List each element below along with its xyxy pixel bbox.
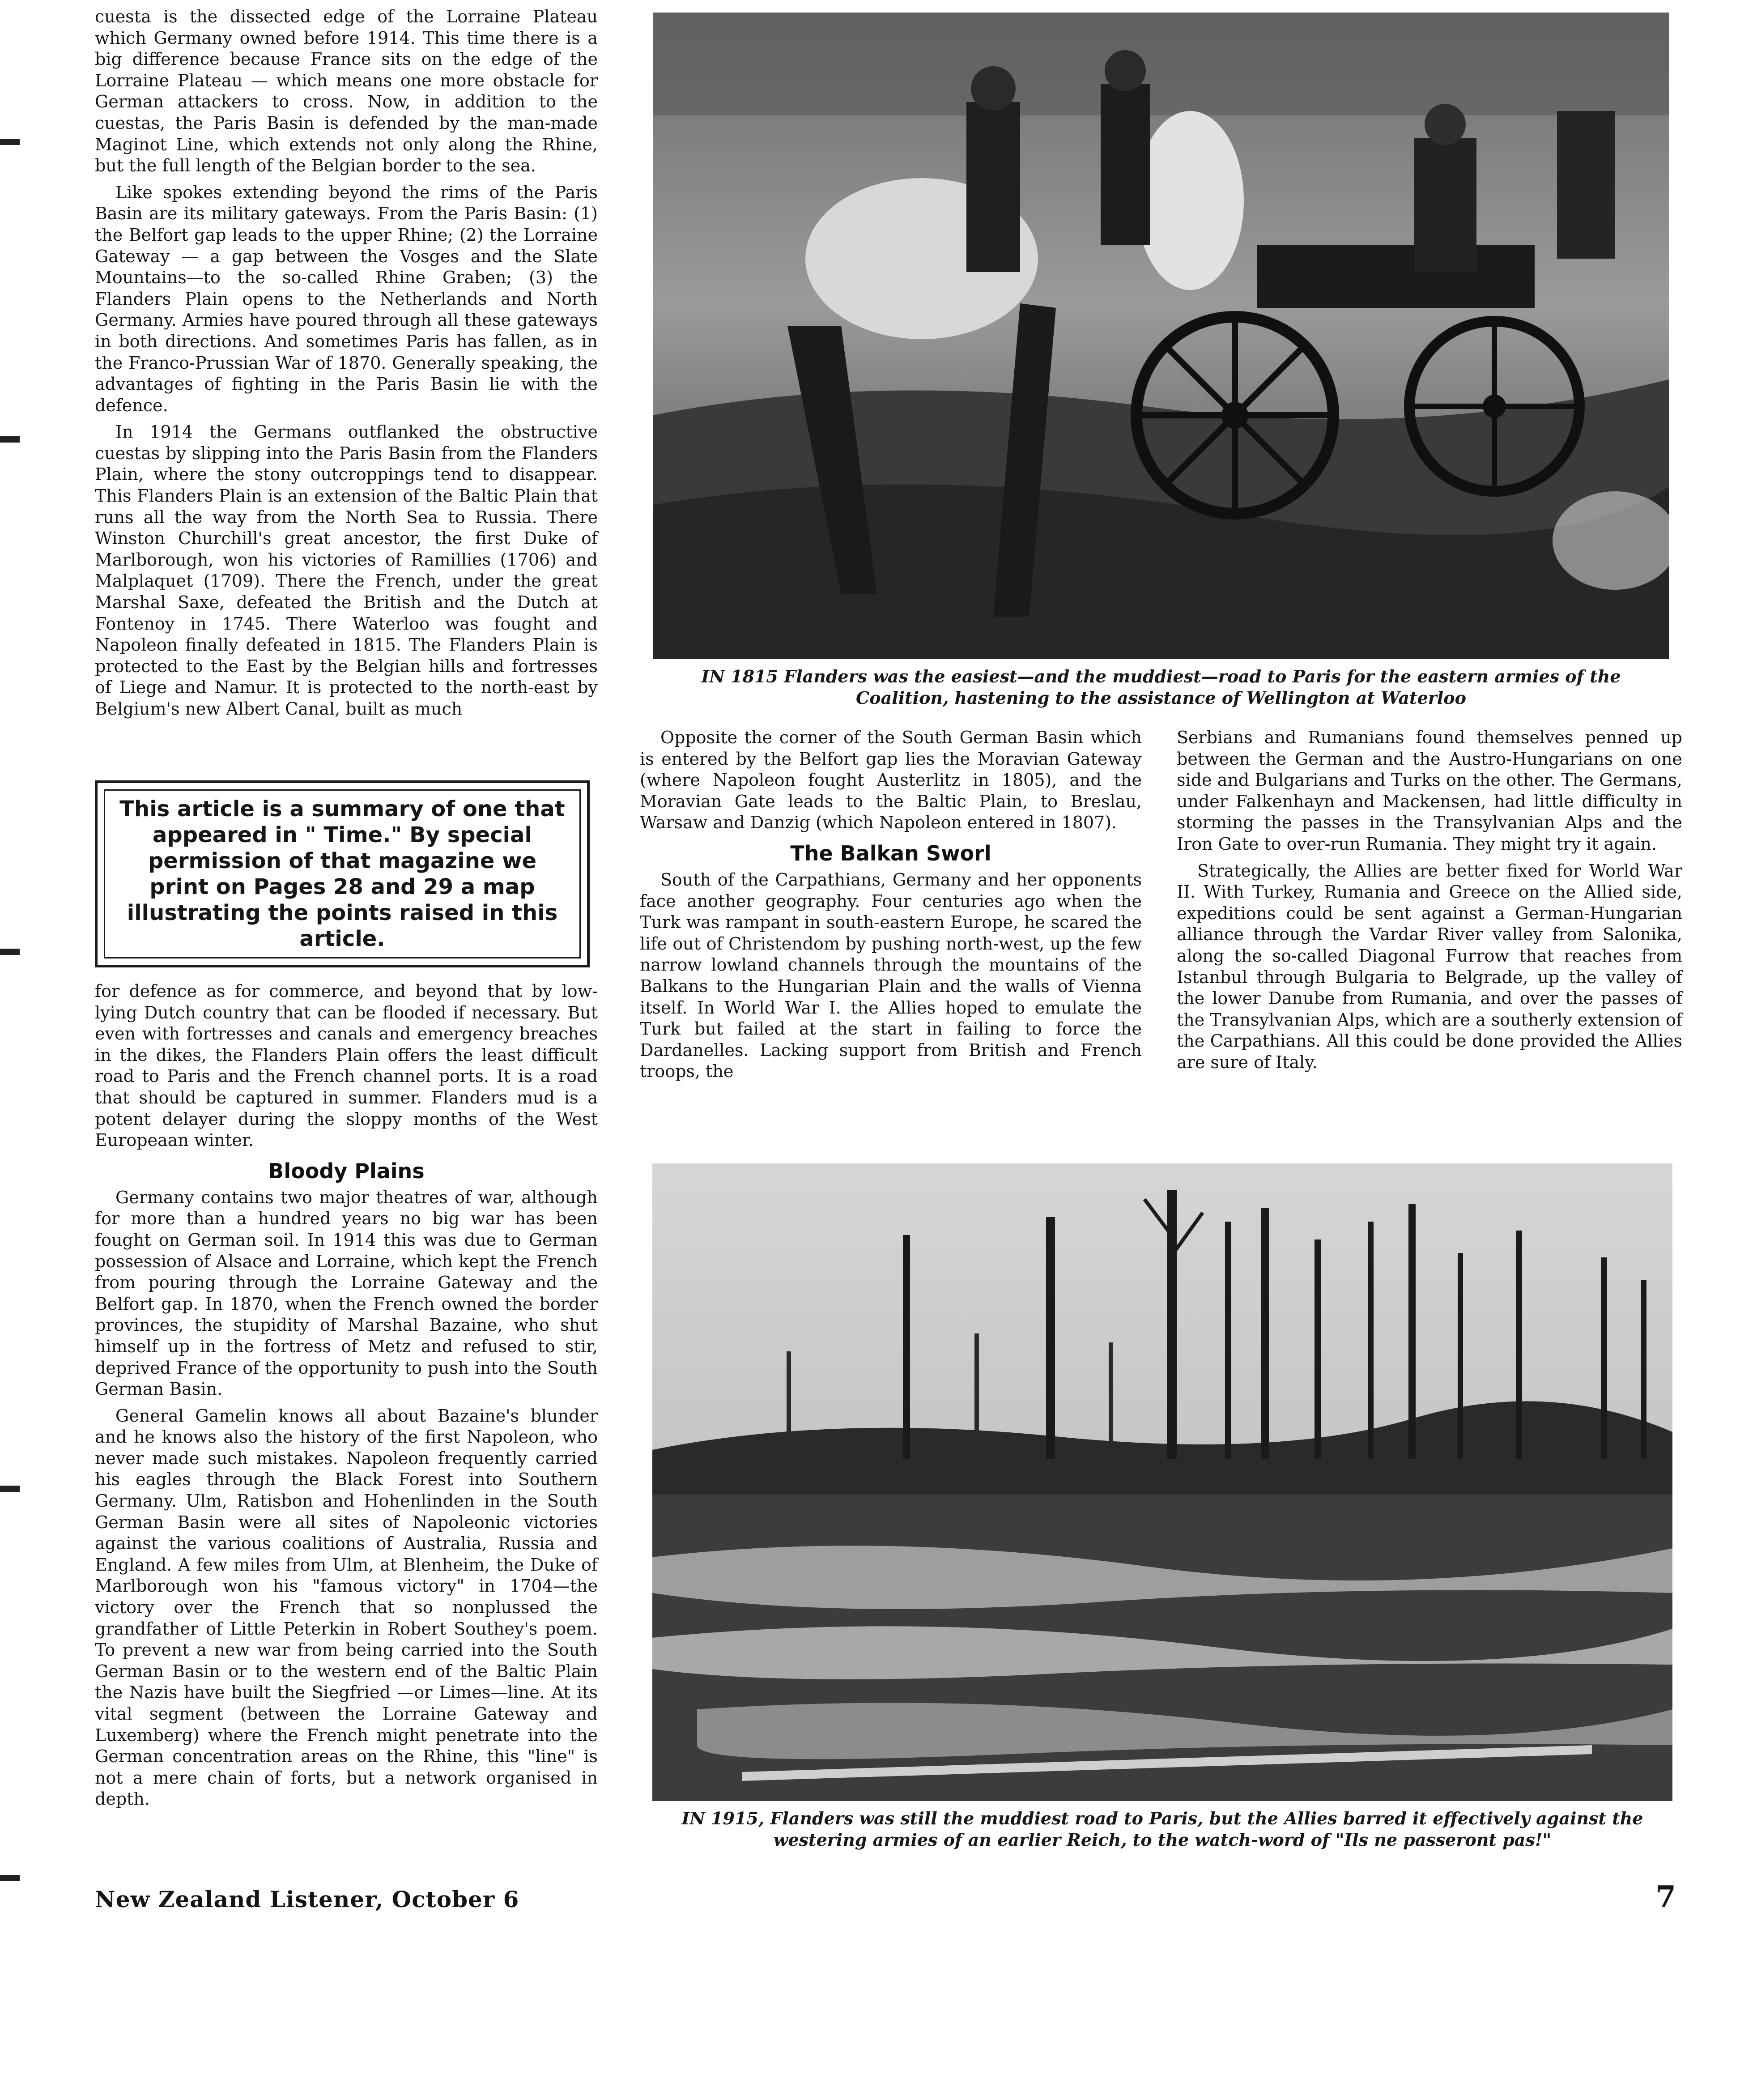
paragraph: South of the Carpathians, Germany and her opponents face another geography. Four centuries ago when the Turk was rampant in south-eastern Europe, he scared the life out of Christendom by pushing north-west, up the few narrow lowland channels through the mountains of the Balkans to the Hungarian Plain and the walls of Vienna itself. In World War I. the Allies hoped to emulate the Turk but failed at the start in failing to force the Dardanelles. Lacking support from British and French troops, the <box>640 869 1142 1082</box>
margin-mark <box>0 139 20 145</box>
paragraph: Germany contains two major theatres of war, although for more than a hundred years no big war has been fought on German soil. In 1914 this was due to German possession of Alsace and Lorraine, which kept the French from pouring through the Lorraine Gateway and the Belfort gap. In 1870, when the French owned the border provinces, the stupidity of Marshal Bazaine, who shut himself up in the fortress of Metz and refused to stir, deprived France of the opportunity to push into the South German Basin. <box>95 1187 598 1399</box>
margin-mark <box>0 436 20 443</box>
paragraph: In 1914 the Germans outflanked the obstructive cuestas by slipping into the Paris Basin from the Flanders Plain, where the stony outcroppings tend to disappear. This Flanders Plain is an extension of the Baltic Plain that runs all the way from the North Sea to Russia. There Winston Churchill's great ancestor, the first Duke of Marlborough, won his victories of Ramillies (1706) and Malplaquet (1709). There the French, under the great Marshal Saxe, defeated the British and the Dutch at Fontenoy in 1745. There Waterloo was fought and Napoleon finally defeated in 1815. The Flanders Plain is protected to the East by the Belgian hills and fortresses of Liege and Namur. It is protected to the north-east by Belgium's new Albert Canal, built as much <box>95 422 598 719</box>
paragraph: Serbians and Rumanians found themselves penned up between the German and the Austro-Hungarians on one side and Bulgarians and Turks on the other. The Germans, under Falkenhayn and Mackensen, had little difficulty in storming the passes in the Transylvanian Alps and the Iron Gate to over-run Rumania. They might try it again. <box>1177 728 1682 854</box>
left-column-top <box>95 6 598 725</box>
paragraph: Like spokes extending beyond the rims of the Paris Basin are its military gateways. From the Paris Basin: (1) the Belfort gap leads to the upper Rhine; (2) the Lorraine Gateway — a gap between the Vosges and the Slate Mountains—to the so-called Rhine Graben; (3) the Flanders Plain opens to the Netherlands and North Germany. Armies have poured through all these gateways in both directions. And sometimes Paris has fallen, as in the Franco-Prussian War of 1870. Generally speaking, the advantages of fighting in the Paris Basin lie with the defence. <box>95 182 598 415</box>
right-column <box>1177 727 1682 1079</box>
paragraph: for defence as for commerce, and beyond that by low-lying Dutch country that can be flooded if necessary. But even with fortresses and canals and emergency breaches in the dikes, the Flanders Plain offers the least difficult road to Paris and the French channel ports. It is a road that should be captured in summer. Flanders mud is a potent delayer during the sloppy months of the West Europeaan winter. <box>95 981 598 1150</box>
photo-1915-battlefield <box>652 1163 1672 1801</box>
muddy-battlefield-illustration <box>652 1163 1672 1801</box>
section-heading: The Balkan Sworl <box>790 841 991 865</box>
paragraph: General Gamelin knows all about Bazaine's blunder and he knows also the history of the first Napoleon, who never made such mistakes. Napoleon frequently carried his eagles through the Black Forest into Southern Germany. Ulm, Ratisbon and Hohenlinden in the South German Basin were all sites of Napoleonic victories against the various coalitions of Australia, Russia and England. A few miles from Ulm, at Blenheim, the Duke of Marlborough won his "famous victory" in 1704—the victory over the French that so nonplussed the grandfather of Little Peterkin in Robert Southey's poem. To prevent a new war from being carried into the South German Basin or to the western end of the Baltic Plain the Nazis have built the Siegfried —or Limes—line. At its vital segment (between the Lorraine Gateway and Luxemberg) where the French might penetrate into the German concentration areas on the Rhine, this "line" is not a mere chain of forts, but a network organised in depth. <box>95 1406 598 1809</box>
battle-scene-illustration <box>653 13 1669 659</box>
notice-text: This article is a summary of one that appeared in " Time." By special permission of that magazine we print on Pages 28 and 29 a map illustrating the points raised in this article. <box>104 789 581 958</box>
margin-mark <box>0 1486 20 1492</box>
margin-mark <box>0 1875 20 1881</box>
publication-footer: New Zealand Listener, October 6 <box>95 1886 519 1913</box>
notice-box <box>95 780 590 967</box>
left-column-bottom <box>95 981 598 1815</box>
photo-1815-caption: IN 1815 Flanders was the easiest—and the muddiest—road to Paris for the eastern armies of the Coalition, hastening to the assistance of Wellington at Waterloo <box>701 666 1621 708</box>
paragraph: Opposite the corner of the South German Basin which is entered by the Belfort gap lies the Moravian Gateway (where Napoleon fought Austerlitz in 1805), and the Moravian Gate leads to the Baltic Plain, to Breslau, Warsaw and Danzig (which Napoleon entered in 1807). <box>640 728 1142 833</box>
paragraph: Strategically, the Allies are better fixed for World War II. With Turkey, Rumania and Greece on the Allied side, expeditions could be sent against a German-Hungarian alliance through the Vardar River valley from Salonika, along the so-called Diagonal Furrow that reaches from Istanbul through Bulgaria to Belgrade, up the valley of the lower Danube from Rumania, and over the passes of the Transylvanian Alps, which are a southerly extension of the Carpathians. All this could be done provided the Allies are sure of Italy. <box>1177 860 1682 1072</box>
photo-1915-caption: IN 1915, Flanders was still the muddiest road to Paris, but the Allies barred it effectively against the westering armies of an earlier Reich, to the watch-word of "Ils ne passeront pas!" <box>681 1808 1643 1850</box>
page-number: 7 <box>1655 1879 1676 1914</box>
section-heading: Bloody Plains <box>268 1159 425 1183</box>
margin-mark <box>0 949 20 955</box>
paragraph: cuesta is the dissected edge of the Lorraine Plateau which Germany owned before 1914. This time there is a big difference because France sits on the edge of the Lorraine Plateau — which means one more obstacle for German attackers to cross. Now, in addition to the cuestas, the Paris Basin is defended by the man-made Maginot Line, which extends not only along the Rhine, but the full length of the Belgian border to the sea. <box>95 7 598 176</box>
photo-1815-battle-painting <box>653 13 1669 659</box>
middle-column <box>640 727 1142 1088</box>
